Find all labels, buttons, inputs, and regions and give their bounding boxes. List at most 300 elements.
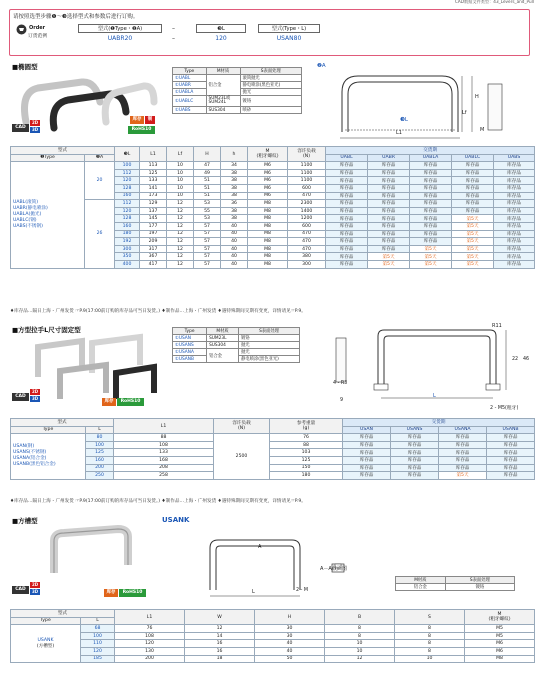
cad-2d-badge-3: 2D	[31, 582, 39, 587]
order-box	[9, 9, 530, 56]
table-cell: 76	[115, 625, 185, 633]
table-cell: 57	[194, 260, 221, 268]
table-cell: 100	[81, 632, 115, 640]
table-cell: 180	[270, 472, 343, 480]
table-cell: 2300	[288, 200, 326, 208]
table-cell: 40	[221, 238, 248, 246]
table-cell: 12	[185, 625, 255, 633]
table-cell: 100	[86, 441, 114, 449]
table-cell: 库存品	[494, 162, 535, 170]
table-cell: 10	[325, 640, 395, 648]
table-cell: 库存品	[410, 238, 452, 246]
table-cell: M8	[465, 655, 535, 663]
order-label-cn: 订货范例	[28, 34, 48, 39]
table-cell: 库存品	[343, 434, 391, 442]
stock-badge-2: 库存	[102, 398, 116, 406]
table-cell: 库存品	[368, 222, 410, 230]
table-cell: 库存品	[487, 456, 535, 464]
table-cell: 库存品	[494, 169, 535, 177]
table-cell: 库存品	[368, 238, 410, 246]
table-cell: 51	[194, 184, 221, 192]
table-cell: 10	[167, 169, 194, 177]
table-cell: 12	[167, 245, 194, 253]
table-cell: 200	[86, 464, 114, 472]
section-view-label: A－A截面图	[320, 566, 347, 572]
table-cell: 12	[167, 222, 194, 230]
table-row	[11, 456, 535, 464]
table-cell: 库存品	[494, 200, 535, 208]
table-cell: 470	[288, 238, 326, 246]
table-cell: 第5天	[452, 215, 494, 223]
table-cell: 57	[194, 253, 221, 261]
dim-m-label: M	[480, 127, 485, 133]
table-cell: 库存品	[494, 184, 535, 192]
table-cell: 12	[167, 238, 194, 246]
table-cell: 库存品	[487, 472, 535, 480]
table-cell: 49	[194, 169, 221, 177]
table-cell: 113	[140, 162, 167, 170]
table-cell: 库存品	[452, 207, 494, 215]
rohs-badge-3: RoHS10	[119, 589, 146, 597]
stock-badge: 库存	[130, 116, 144, 124]
rohs-badge: RoHS10	[128, 126, 155, 134]
table-cell: 53	[194, 215, 221, 223]
table-cell: 库存品	[410, 184, 452, 192]
m-sub: (粗牙螺纹)	[256, 154, 279, 160]
table-cell: 库存品	[326, 253, 368, 261]
cad-badge-2: CAD	[12, 393, 29, 401]
table-row	[11, 625, 535, 633]
table-cell: 112	[115, 169, 140, 177]
table-cell: 库存品	[326, 245, 368, 253]
dim-9: 9	[340, 398, 344, 403]
table-cell: 470	[288, 245, 326, 253]
order-col2-head: ❸L	[196, 24, 246, 33]
table-cell: M5	[465, 625, 535, 633]
make-badge: 制	[145, 116, 155, 124]
table-cell: 57	[194, 238, 221, 246]
order-dash-2: –	[172, 35, 175, 42]
dim-r11: R11	[492, 323, 502, 329]
table-cell: 库存品	[494, 207, 535, 215]
section2-spec-table: 型式 L1 容许负载 (N) 参考重量 (g) 交货期 Type L USAN USANS USANA USANB USAN(钢) USANS(不锈钢) USANA(铝合金) USANB(黑色铝合金) 80 88 2500 76 库存品 库存品 库存品 库存品 100 108 88 库存品 库存品 库存品 库存品 125 133 103 库存品 库存品 库存品 库存品 160 168 125 库存品 库存品 库存品 库存品 200 208 150 库存品 库存品 库存品 库存品 250 258 180 库存品 库存品 第5天 库存品	[10, 418, 535, 480]
table-row	[11, 472, 535, 480]
table-cell: 第5天	[410, 245, 452, 253]
table-cell: 库存品	[487, 449, 535, 457]
table-cell: M5	[465, 632, 535, 640]
table-cell: 1100	[288, 169, 326, 177]
table-cell: 367	[140, 253, 167, 261]
table-cell: 库存品	[410, 207, 452, 215]
table-cell: 库存品	[368, 207, 410, 215]
table-cell: 库存品	[487, 464, 535, 472]
table-cell: 250	[86, 472, 114, 480]
table-cell: 10	[167, 192, 194, 200]
table-cell: 第5天	[452, 238, 494, 246]
table-cell: 145	[140, 215, 167, 223]
table-cell: 108	[114, 441, 214, 449]
weight-unit: (g)	[302, 426, 310, 432]
table-cell: 88	[114, 434, 214, 442]
table-cell: 库存品	[410, 162, 452, 170]
cad-badge-3: CAD	[12, 586, 29, 594]
section1-note: ♦库存品…隔日上海・广州发货 ☞P.9(17:00前订购的库存品可当日发货。) ♦制作品…上海・广州发货 ♦遇特殊期间交期有变更，详情请见☞P.9。	[10, 309, 306, 314]
table-cell: 库存品	[343, 472, 391, 480]
section3-title: ■方槽型	[12, 517, 38, 525]
table-cell: 库存品	[494, 260, 535, 268]
table-cell: 库存品	[326, 222, 368, 230]
table-cell: M8	[248, 222, 288, 230]
table-cell: 库存品	[439, 434, 487, 442]
table-cell: 库存品	[368, 169, 410, 177]
table-cell: 38	[221, 207, 248, 215]
table-cell: 38	[221, 215, 248, 223]
section2-note: ♦库存品…隔日上海・广州发货 ☞P.9(17:00前订购的库存品可当日发货。) ♦制作品…上海・广州发货 ♦遇特殊期间交期有变更，详情请见☞P.9。	[10, 499, 306, 504]
table-cell: 417	[140, 260, 167, 268]
table-cell: 26	[85, 200, 115, 268]
table-cell: 130	[115, 647, 185, 655]
dim-l-label: ❸L	[400, 117, 408, 123]
cad-2d-badge-2: 2D	[31, 389, 39, 394]
table-cell: 125	[86, 449, 114, 457]
dim-l: L	[433, 393, 436, 399]
table-cell: 16	[185, 647, 255, 655]
table-cell: 177	[140, 222, 167, 230]
cad-3d-badge-2: 3D	[31, 396, 39, 401]
type-name: USANK	[37, 637, 54, 643]
order-col3-head: 型式(Type・L)	[258, 24, 320, 33]
table-cell: 10	[167, 184, 194, 192]
table-cell: 库存品	[368, 245, 410, 253]
type-list-cell	[11, 434, 86, 480]
order-col1-head: 型式(❶Type・❷A)	[78, 24, 162, 33]
table-cell: 1100	[288, 162, 326, 170]
cad-3d-badge-3: 3D	[31, 589, 39, 594]
table-cell: 8	[325, 632, 395, 640]
table-cell: 8	[395, 632, 465, 640]
table-cell: 库存品	[452, 162, 494, 170]
load-unit: (N)	[303, 154, 311, 160]
table-cell: 8	[395, 647, 465, 655]
dim-46: 46	[523, 357, 530, 362]
table-cell: 57	[194, 245, 221, 253]
table-cell: 第5天	[452, 253, 494, 261]
table-cell: M8	[248, 245, 288, 253]
table-cell: 库存品	[439, 464, 487, 472]
table-cell: 110	[81, 640, 115, 648]
table-cell: 192	[115, 238, 140, 246]
table-cell: 400	[115, 260, 140, 268]
table-cell: 库存品	[494, 215, 535, 223]
table-cell: 40	[221, 253, 248, 261]
table-cell: 38	[221, 192, 248, 200]
table-cell: 库存品	[410, 200, 452, 208]
table-cell: 库存品	[368, 215, 410, 223]
stock-badge-3: 库存	[104, 589, 118, 597]
table-cell: 120	[115, 640, 185, 648]
table-cell: 36	[221, 200, 248, 208]
table-cell: 108	[115, 632, 185, 640]
table-cell: 第5天	[410, 260, 452, 268]
dim-r3: 4 - R3	[333, 381, 348, 386]
table-cell: 53	[194, 200, 221, 208]
table-cell: 库存品	[326, 192, 368, 200]
table-cell: 168	[114, 456, 214, 464]
table-cell: 141	[140, 184, 167, 192]
table-cell: 50	[255, 655, 325, 663]
table-cell: 120	[81, 647, 115, 655]
table-cell: 库存品	[368, 184, 410, 192]
table-cell: 40	[221, 260, 248, 268]
table-cell: 30	[255, 632, 325, 640]
slot-dim-l: L	[252, 589, 255, 595]
table-cell: 125	[270, 456, 343, 464]
table-cell: 第5天	[410, 253, 452, 261]
type-list-item: UABR(静电喷涂)	[13, 205, 48, 211]
table-cell: 209	[140, 238, 167, 246]
table-cell: 库存品	[452, 184, 494, 192]
section1-title: ■椭圆型	[12, 63, 38, 71]
order-dash-1: –	[172, 25, 175, 32]
table-cell: 第5天	[452, 245, 494, 253]
m-head-3: M	[497, 612, 502, 618]
dim-l1-label: L1	[396, 130, 402, 136]
table-cell: 10	[167, 177, 194, 185]
table-cell: 10	[395, 655, 465, 663]
table-cell: 18	[185, 655, 255, 663]
table-cell: 1400	[288, 207, 326, 215]
table-cell: 258	[114, 472, 214, 480]
table-row	[11, 632, 535, 640]
table-cell: 库存品	[452, 200, 494, 208]
table-cell: 12	[167, 230, 194, 238]
table-cell: 470	[288, 192, 326, 200]
table-cell: 133	[114, 449, 214, 457]
table-cell: M8	[248, 207, 288, 215]
type-list-item: USAN(钢)	[13, 444, 35, 450]
table-cell: 库存品	[368, 192, 410, 200]
table-cell: 16	[185, 640, 255, 648]
table-cell: 38	[221, 177, 248, 185]
table-cell: M6	[248, 162, 288, 170]
table-cell: 100	[115, 162, 140, 170]
table-cell: 34	[221, 162, 248, 170]
table-cell: 129	[140, 200, 167, 208]
table-cell: 库存品	[439, 441, 487, 449]
table-cell: M6	[248, 177, 288, 185]
table-cell: 300	[288, 260, 326, 268]
table-cell: 8	[325, 625, 395, 633]
product-photo-slot	[40, 525, 140, 580]
table-cell: 8	[395, 640, 465, 648]
cad-3d-badge: 3D	[31, 127, 39, 132]
dim-m5: 2 - M5(粗牙)	[490, 406, 519, 411]
order-val3: USAN80	[276, 35, 302, 42]
order-val1: UABR20	[107, 35, 133, 42]
table-cell: 68	[81, 625, 115, 633]
table-cell: 库存品	[391, 441, 439, 449]
cad-file-type: CAD数据文件类型：43_Levers_and_Pull	[454, 0, 534, 4]
table-cell: 40	[255, 640, 325, 648]
table-cell: 38	[221, 169, 248, 177]
table-cell: 库存品	[343, 449, 391, 457]
table-cell: 库存品	[487, 434, 535, 442]
table-cell: 2500	[214, 434, 270, 480]
table-cell: 80	[86, 434, 114, 442]
table-cell: M8	[248, 230, 288, 238]
table-cell: M6	[465, 640, 535, 648]
table-cell: 40	[221, 222, 248, 230]
table-cell: 185	[81, 655, 115, 663]
table-cell: 库存品	[452, 192, 494, 200]
table-cell: 197	[140, 230, 167, 238]
table-cell: 55	[194, 207, 221, 215]
type-list-item: USANS(不锈钢)	[13, 450, 47, 456]
type-list-item: USANA(铝合金)	[13, 456, 47, 462]
section3-material-table: M材质 S表面处理 铝合金 镀铬	[395, 576, 515, 591]
load-head-2: 容许负载	[232, 421, 251, 427]
table-cell: 200	[115, 655, 185, 663]
table-cell: 20	[85, 162, 115, 200]
table-cell: 40	[221, 245, 248, 253]
table-cell: 12	[167, 207, 194, 215]
table-cell: 40	[221, 230, 248, 238]
table-cell: 库存品	[439, 449, 487, 457]
table-cell: 160	[86, 456, 114, 464]
load-unit-2: (N)	[238, 426, 246, 432]
order-instruction: 请按照选型步骤❶～❸选择型式和参数后进行订购。	[13, 14, 139, 20]
table-cell: 160	[115, 222, 140, 230]
table-cell: 47	[194, 162, 221, 170]
table-cell: 14	[185, 632, 255, 640]
section2-type-table: Type M材质 S表面处理 ①USAN SUM23L 镀铬 ①USANS SUS304 抛光 ①USANA 铝合金 抛光 ①USANB 静电喷涂(黑色亚光)	[172, 327, 300, 363]
table-cell: 第5天	[452, 222, 494, 230]
table-cell: 库存品	[326, 230, 368, 238]
table-row	[11, 162, 535, 170]
cad-badge: CAD	[12, 124, 29, 132]
table-cell: 第5天	[368, 260, 410, 268]
table-cell: 120	[115, 207, 140, 215]
table-cell: 51	[194, 192, 221, 200]
table-cell: 57	[194, 222, 221, 230]
table-cell: 137	[140, 207, 167, 215]
table-row	[11, 464, 535, 472]
dim-lf-label: Lf	[462, 110, 467, 116]
table-cell: 12	[167, 253, 194, 261]
table-cell: 12	[325, 655, 395, 663]
table-row	[11, 640, 535, 648]
type-list-cell	[11, 162, 85, 268]
type-list-item: UABS(不锈钢)	[13, 223, 43, 229]
table-cell: 库存品	[326, 184, 368, 192]
table-cell: 库存品	[391, 434, 439, 442]
table-cell: 38	[221, 184, 248, 192]
table-row	[11, 200, 535, 208]
table-row	[11, 647, 535, 655]
table-cell: 第5天	[439, 472, 487, 480]
table-cell: 470	[288, 230, 326, 238]
table-cell: M8	[248, 200, 288, 208]
table-cell: 库存品	[494, 192, 535, 200]
table-cell: 库存品	[439, 456, 487, 464]
table-cell: 库存品	[410, 230, 452, 238]
table-cell: 库存品	[326, 260, 368, 268]
type-list-item: UABLC(钢)	[13, 217, 37, 223]
m-head: M	[265, 149, 270, 155]
table-cell: 112	[115, 200, 140, 208]
table-cell: 库存品	[343, 441, 391, 449]
table-cell: 300	[115, 245, 140, 253]
rohs-badge-2: RoHS10	[117, 398, 144, 406]
table-cell: 第5天	[452, 230, 494, 238]
table-cell: 第5天	[368, 253, 410, 261]
table-cell: 1200	[288, 215, 326, 223]
m-sub-3: (粗牙螺纹)	[488, 617, 511, 623]
table-row	[11, 449, 535, 457]
table-cell: 库存品	[410, 215, 452, 223]
table-cell: 库存品	[494, 238, 535, 246]
table-cell: M8	[248, 260, 288, 268]
dim-22: 22	[512, 357, 519, 362]
table-cell: 库存品	[343, 456, 391, 464]
table-cell: 库存品	[326, 215, 368, 223]
table-cell: 350	[115, 253, 140, 261]
table-cell: 库存品	[410, 192, 452, 200]
table-cell: 160	[115, 192, 140, 200]
load-head: 容许负载	[297, 149, 316, 155]
table-cell: M6	[465, 647, 535, 655]
square-handle-drawing	[318, 322, 518, 416]
table-cell: 128	[115, 215, 140, 223]
table-cell: 120	[115, 177, 140, 185]
table-cell: 库存品	[368, 230, 410, 238]
table-cell: 库存品	[410, 169, 452, 177]
table-cell: 库存品	[410, 177, 452, 185]
table-cell: 库存品	[368, 200, 410, 208]
section3-model: USANK	[162, 516, 190, 524]
table-cell: 88	[270, 441, 343, 449]
table-cell: 库存品	[391, 456, 439, 464]
dim-h-label: H	[475, 94, 479, 100]
table-cell: 库存品	[326, 162, 368, 170]
type-list-item: UABLA(抛光)	[13, 211, 42, 217]
table-cell: 库存品	[452, 169, 494, 177]
table-cell: 12	[167, 215, 194, 223]
table-cell: 10	[167, 162, 194, 170]
table-cell: M8	[248, 253, 288, 261]
table-cell: 40	[255, 647, 325, 655]
table-cell: 库存品	[368, 162, 410, 170]
table-row	[11, 655, 535, 663]
table-cell: M8	[248, 238, 288, 246]
table-cell: 10	[325, 647, 395, 655]
table-cell: 51	[194, 177, 221, 185]
table-cell: 库存品	[391, 449, 439, 457]
section3-spec-table: 型式 L1 W H B S M (粗牙螺纹) Type L USANK (方槽型) 68 76 12 30 8 8 M5 100 108 14 30 8 8 M5 110 120 16 40 10 8 M6 120 130 16 40 10 8 M6 185 200 18 50 12 10 M8	[10, 609, 535, 663]
table-cell: 128	[115, 184, 140, 192]
table-cell: 第5天	[452, 260, 494, 268]
table-cell: 库存品	[326, 200, 368, 208]
section1-type-table: Type M材质 S表面处理 ①UABL 铝合金 滚筒抛光 ①UABR 静电喷涂(黑色亚光) ①UABLA 抛光 ①UABLC SUM23L或SUM24L 镀铬 ①UABS SUS304 喷砂	[172, 67, 302, 114]
table-cell: 317	[140, 245, 167, 253]
weight-head: 参考重量	[296, 421, 316, 427]
table-cell: 125	[140, 169, 167, 177]
table-cell: 库存品	[494, 177, 535, 185]
table-cell: 库存品	[368, 177, 410, 185]
table-cell: M8	[248, 215, 288, 223]
table-cell: M6	[248, 184, 288, 192]
table-cell: 600	[288, 222, 326, 230]
